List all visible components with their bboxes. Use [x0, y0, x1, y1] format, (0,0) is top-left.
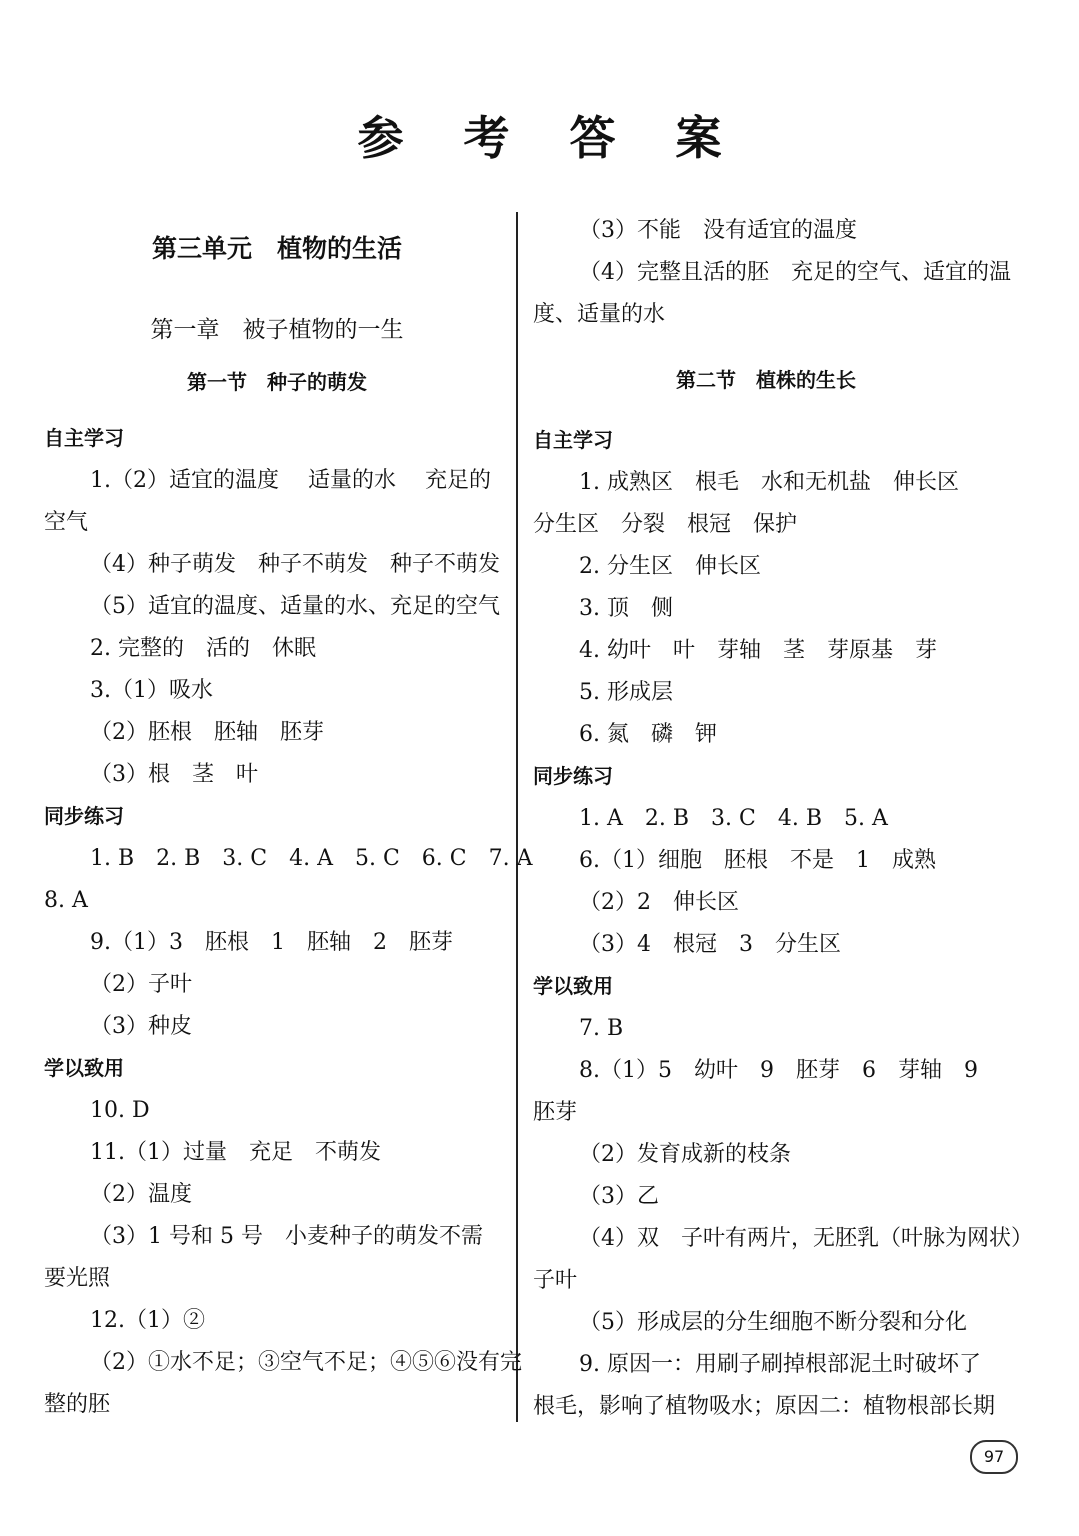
answer-line: （4）双 子叶有两片，无胚乳（叶脉为网状）: [579, 1226, 1033, 1251]
answer-line: 1.（2）适宜的温度 适量的水 充足的: [90, 468, 491, 493]
answer-line: （2）子叶: [90, 972, 192, 997]
heading-tongbu-lianxi: 同步练习: [533, 764, 613, 788]
answer-line: 9. 原因一：用刷子刷掉根部泥土时破坏了: [579, 1352, 981, 1377]
answer-line: 分生区 分裂 根冠 保护: [533, 512, 798, 537]
answer-line: （5）形成层的分生细胞不断分裂和分化: [579, 1310, 967, 1335]
heading-xueyi-zhiyong: 学以致用: [44, 1056, 124, 1080]
section-heading-1: 第一节 种子的萌发: [187, 370, 367, 394]
answer-line: （2）2 伸长区: [579, 890, 739, 915]
answer-line: 10. D: [90, 1098, 150, 1123]
answer-line: （3）根 茎 叶: [90, 762, 258, 787]
answer-line: 9.（1）3 胚根 1 胚轴 2 胚芽: [90, 930, 453, 955]
answer-line: （4）完整且活的胚 充足的空气、适宜的温: [579, 260, 1011, 285]
answer-line: 11.（1）过量 充足 不萌发: [90, 1140, 381, 1165]
page-number: 97: [970, 1440, 1018, 1474]
answer-line: 空气: [44, 510, 89, 535]
answer-line: 要光照: [44, 1266, 111, 1291]
chapter-heading: 第一章 被子植物的一生: [150, 317, 404, 343]
answer-line: 8.（1）5 幼叶 9 胚芽 6 芽轴 9: [579, 1058, 978, 1083]
answer-line: （3）种皮: [90, 1014, 192, 1039]
answer-line: 1. A 2. B 3. C 4. B 5. A: [579, 806, 888, 831]
answer-line: 2. 完整的 活的 休眠: [90, 636, 316, 661]
answer-line: 12.（1）②: [90, 1308, 205, 1333]
answer-line: 整的胚: [44, 1392, 111, 1417]
answer-line: 4. 幼叶 叶 芽轴 茎 芽原基 芽: [579, 638, 937, 663]
answer-line: 3.（1）吸水: [90, 678, 213, 703]
unit-heading: 第三单元 植物的生活: [151, 234, 402, 263]
answer-line: （5）适宜的温度、适量的水、充足的空气: [90, 594, 500, 619]
answer-line: 1. 成熟区 根毛 水和无机盐 伸长区: [579, 470, 959, 495]
answer-line: （4）种子萌发 种子不萌发 种子不萌发: [90, 552, 500, 577]
answer-line: 6. 氮 磷 钾: [579, 722, 717, 747]
answer-line: 1. B 2. B 3. C 4. A 5. C 6. C 7. A: [90, 846, 533, 871]
answer-line: （3）乙: [579, 1184, 659, 1209]
heading-xueyi-zhiyong: 学以致用: [533, 974, 613, 998]
section-heading-2: 第二节 植株的生长: [676, 368, 856, 392]
answer-line: （2）发育成新的枝条: [579, 1142, 791, 1167]
answer-line: （3）1 号和 5 号 小麦种子的萌发不需: [90, 1224, 483, 1249]
answer-line: 根毛，影响了植物吸水；原因二：植物根部长期: [533, 1394, 996, 1419]
heading-tongbu-lianxi: 同步练习: [44, 804, 124, 828]
answer-line: 7. B: [579, 1016, 624, 1041]
answer-line: （3）4 根冠 3 分生区: [579, 932, 841, 957]
heading-zizhu-xuexi: 自主学习: [533, 428, 613, 452]
answer-line: 子叶: [533, 1268, 578, 1293]
answer-line: 2. 分生区 伸长区: [579, 554, 761, 579]
heading-zizhu-xuexi: 自主学习: [44, 426, 124, 450]
column-divider: [516, 212, 518, 1422]
answer-line: （2）胚根 胚轴 胚芽: [90, 720, 324, 745]
answer-line: （2）①水不足；③空气不足；④⑤⑥没有完: [90, 1350, 522, 1375]
answer-line: 胚芽: [533, 1100, 578, 1125]
answer-line: （2）温度: [90, 1182, 192, 1207]
answer-line: 8. A: [44, 888, 88, 913]
page-title: 参 考 答 案: [357, 111, 744, 165]
answer-line: 3. 顶 侧: [579, 596, 673, 621]
answer-line: 度、适量的水: [533, 302, 666, 327]
answer-line: 5. 形成层: [579, 680, 673, 705]
answer-line: （3）不能 没有适宜的温度: [579, 218, 857, 243]
answer-line: 6.（1）细胞 胚根 不是 1 成熟: [579, 848, 936, 873]
